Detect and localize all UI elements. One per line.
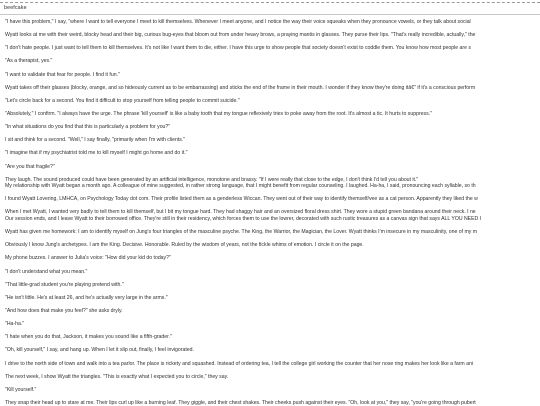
- document-body: [5, 19, 540, 406]
- paragraph: "I imagine that if my psychiatrist told me to kill myself I might go home and do it.": [5, 150, 188, 157]
- paragraph: "And how does that make you feel?" she asks dryly.: [5, 307, 123, 314]
- paragraph: "I have this problem," I say, "where I want to tell everyone I meet to kill themselves. Whenever I meet anyone, and I notice the way their voice squeaks when they pronounce vowels, or they talk about social: [5, 19, 471, 25]
- paragraph: My phone buzzes. I answer to Julia's voice: "How did your kid do today?": [5, 255, 171, 262]
- paragraph: "Ha-ha.": [5, 321, 25, 328]
- paragraph: "Oh, kill yourself," I say, and hang up. When I let it slip out, finally, I feel invigorated.: [5, 347, 194, 354]
- paragraph: The next week, I show Wyatt the triangles. "This is exactly what I expected you to circle," they say.: [5, 373, 229, 380]
- paragraph: "I don't hate people. I just want to tell them to kill themselves. It's not like I want them to die, either. I have this urge to show people that society doesn't exist to coddle them. You know how most people are s: [5, 45, 471, 52]
- paragraph: "Are you that fragile?": [5, 163, 55, 170]
- paragraph: Wyatt takes off their glasses (blocky, orange, and so hideously current as to be embarrassing) and sticks the end of the frame in their mouth. I wonder if they know they're doing itâ€" if it's a conscious perform: [5, 84, 476, 91]
- paragraph: I drive to the north side of town and walk into a tea parlor. The place is rickety and squashed. Instead of ordering tea, I tell the college girl working the counter that her nose ring makes her look like a farm ani: [5, 360, 473, 367]
- paragraph: "I hate when you do that, Jackson, it makes you sound like a fifth-grader.": [5, 334, 172, 341]
- paragraph: I sit and think for a second. "Well," I say finally, "primarily when I'm with clients.": [5, 137, 186, 144]
- paragraph: They laugh. The sound produced could have been generated by an artificial intelligence, monotone and brassy. "If I were really that close to the edge, I don't think I'd tell you about it.": [5, 176, 419, 183]
- paragraph: Wyatt looks at me with their weird, blocky head and their big, curious bug-eyes that bloom out from under heavy brows, a praying mantis in glasses. They purse their lips. "That's really incredible, actually," the: [5, 32, 476, 39]
- paragraph: I found Wyatt Lovering, LMHCA, on Psychology Today dot com. Their profile listed them as a genderless Wiccan. They went out of their way to identify themself/vee as a cat person. Apparently they liked the w: [5, 196, 478, 203]
- paragraph: "He isn't little. He's at least 26, and he's actually very large in the arms.": [5, 294, 168, 301]
- document-title: beefcake: [4, 5, 27, 11]
- paragraph: Wyatt has given me homework: I am to identify myself on Jung's four triangles of the masculine psyche. The King, the Warrior, the Magician, the Lover. Wyatt thinks I'm insecure in my masculinity, one of my m: [5, 229, 478, 236]
- paragraph: Obviously I know Jung's archetypes. I am the King. Decisive. Honorable. Ruled by the wisdom of years, not the fickle whims of emotion. I circle it on the page.: [5, 242, 364, 249]
- paragraph: They snap their head up to stare at me. Their lips curl up like a burning leaf. They giggle, and their chest shakes. Their cheeks push against their eyes. "Oh, look at you," they say, "you're going through pubert: [5, 399, 476, 406]
- paragraph: "I don't understand what you mean.": [5, 268, 88, 275]
- paragraph: "Kill yourself.": [5, 386, 37, 393]
- paragraph: When I met Wyatt, I wanted very badly to tell them to kill themself, but I bit my tongue hard. They had shaggy hair and an oversized floral dress shirt. They wore a stupid green bandana around their neck. I ne: [5, 209, 476, 216]
- paragraph: "In what situations do you find that this is particularly a problem for you?": [5, 124, 171, 131]
- title-divider: [0, 14, 540, 15]
- paragraph: "I want to validate that fear for people. I find it fun.": [5, 71, 120, 78]
- paragraph: "Absolutely," I confirm. "I always have the urge. The phrase 'kill yourself' is like a baby tooth that my tongue reflexively tries to poke away from the root. It's almost a tic. It hurts to suppress.": [5, 110, 432, 117]
- paragraph: Our session ends, and I leave Wyatt to their borrowed office. They're still in their residency, which forces them to use the lowrer, decorated with such rustic treasures as a canvas sign that says ALL YOU NEED I: [5, 215, 482, 222]
- paragraph: My relationship with Wyatt began a month ago. A colleague of mine suggested, in rather strong language, that I might benefit from regular counseling. I laughed. Ha-ha, I said, pronouncing each syllable, so th: [5, 183, 476, 190]
- paragraph: "Let's circle back for a second. You find it difficult to stop yourself from telling people to commit suicide.": [5, 97, 240, 104]
- top-dashed-rule: [0, 2, 540, 3]
- paragraph: "That little-grad student you're playing pretend with.": [5, 281, 124, 288]
- paragraph: "As a therapist, yes.": [5, 58, 53, 65]
